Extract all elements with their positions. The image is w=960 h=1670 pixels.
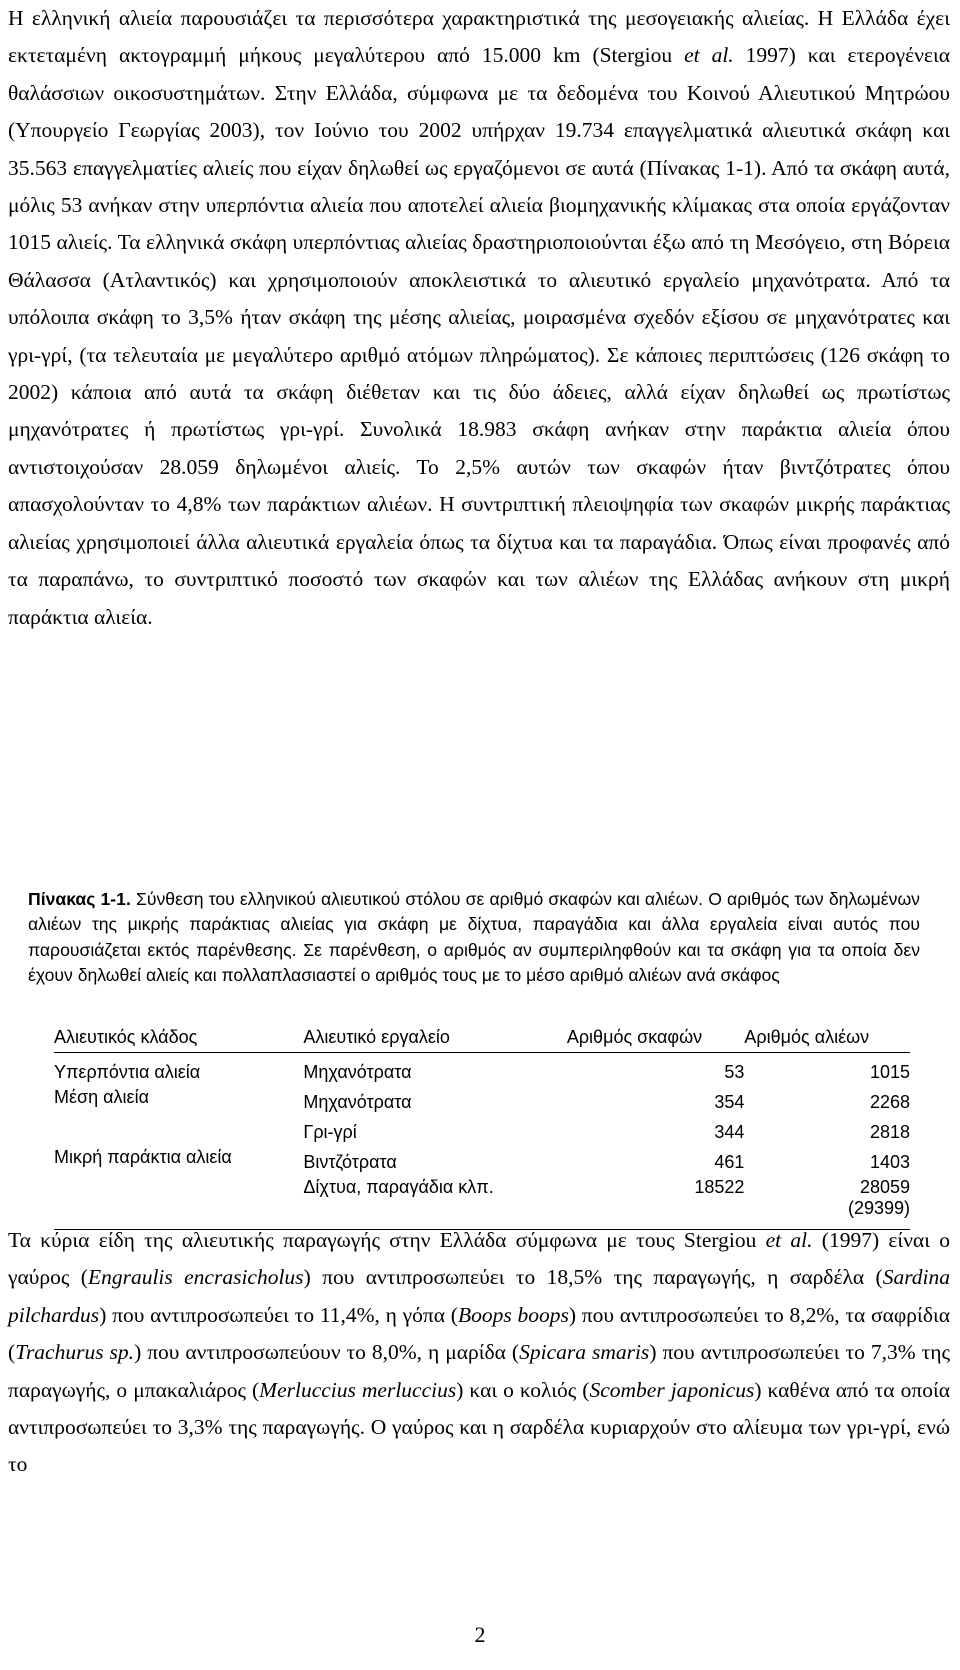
species-name: Scomber japonicus <box>589 1377 755 1402</box>
text-run: ) που αντιπροσωπεύει το 8,2%, τα σαφρίδια ( <box>8 1302 950 1365</box>
cell-fishers: 1015 <box>869 1061 910 1082</box>
cell-gear: Δίχτυα, παραγάδια κλπ. <box>303 1177 494 1197</box>
table-row <box>54 1053 910 1088</box>
header-sector: Αλιευτικός κλάδος <box>54 1022 303 1053</box>
species-name: Boops boops <box>457 1302 569 1327</box>
text-run: ) που αντιπροσωπεύει το 11,4%, η γόπα ( <box>99 1302 458 1327</box>
species-name: Merluccius merluccius <box>259 1377 457 1402</box>
cell-vessels: 53 <box>724 1061 745 1082</box>
cell-gear: Γρι-γρί <box>303 1121 357 1142</box>
cell-vessels: 18522 <box>694 1177 745 1197</box>
cell-vessels: 354 <box>714 1091 745 1112</box>
table-row <box>54 1087 910 1117</box>
caption-label: Πίνακας 1-1. <box>28 889 131 909</box>
table-row <box>54 1147 910 1177</box>
text-run: ) που αντιπροσωπεύει το 18,5% της παραγωγής, η σαρδέλα ( <box>303 1265 883 1290</box>
paragraph-main-species <box>8 1222 950 1484</box>
table-header-row <box>54 1022 910 1053</box>
text-run: Τα κύρια είδη της αλιευτικής παραγωγής στην Ελλάδα σύμφωνα με τους Stergiou <box>8 1228 766 1252</box>
fishers-value: 28059 <box>859 1177 910 1197</box>
page <box>8 0 950 636</box>
italic-run: et al. <box>684 43 734 68</box>
fishers-extra-value: (29399) <box>847 1198 910 1218</box>
header-fishers: Αριθμός αλιέων <box>744 1022 910 1053</box>
cell-vessels: 461 <box>714 1151 745 1172</box>
fleet-table <box>54 1022 910 1230</box>
species-name: Trachurus sp. <box>15 1340 135 1365</box>
text-run: (1997) είναι ο γαύρος ( <box>8 1228 950 1290</box>
text-run: ) που αντιπροσωπεύει το 7,3% της παραγωγής, ο μπακαλιάρος ( <box>8 1340 950 1402</box>
italic-run: et al. <box>765 1228 813 1252</box>
cell-sector <box>54 1117 303 1147</box>
cell-sector: Μικρή παράκτια αλιεία <box>54 1147 232 1167</box>
text-run: ) που αντιπροσωπεύουν το 8,0%, η μαρίδα ( <box>134 1340 520 1365</box>
header-gear: Αλιευτικό εργαλείο <box>303 1022 564 1053</box>
species-name: Spicara smaris <box>519 1340 650 1365</box>
text-run: ) και ο κολιός ( <box>456 1377 590 1402</box>
paragraph-fleet-overview <box>8 0 950 636</box>
header-vessels: Αριθμός σκαφών <box>565 1022 745 1053</box>
cell-fishers: 1403 <box>869 1151 910 1172</box>
text-run: Η ελληνική αλιεία παρουσιάζει τα περισσότερα χαρακτηριστικά της μεσογειακής αλιείας. Η Ελλάδα έχει εκτεταμένη ακτογραμμή μήκους μεγαλύτερου από 15.000 km (Stergiou <box>8 6 950 68</box>
cell-gear: Βιντζότρατα <box>303 1151 397 1172</box>
cell-gear: Μηχανότρατα <box>303 1091 412 1112</box>
cell-sector: Υπερπόντια αλιεία <box>54 1061 201 1082</box>
page-number: 2 <box>474 1622 486 1647</box>
species-name: Engraulis encrasicholus <box>87 1265 304 1290</box>
cell-vessels: 344 <box>714 1121 745 1142</box>
cell-gear: Μηχανότρατα <box>303 1061 412 1082</box>
text-run: ) καθένα από τα οποία αντιπροσωπεύει το 3,3% της παραγωγής. Ο γαύρος και η σαρδέλα κυριαρχούν στο αλίευμα των γρι-γρί, ενώ το <box>8 1377 950 1477</box>
cell-sector: Μέση αλιεία <box>54 1087 149 1107</box>
table-row <box>54 1117 910 1147</box>
text-run: 1997) και ετερογένεια θαλάσσιων οικοσυστημάτων. Στην Ελλάδα, σύμφωνα με τα δεδομένα του Κοινού Αλιευτικού Μητρώου (Υπουργείο Γεωργίας 2003), τον Ιούνιο του 2002 υπήρχαν 19.734 επαγγελματικά αλιευτικά σκάφη και 35.563 επαγγελματίες αλιείς που είχαν δηλωθεί ως εργαζόμενοι σε αυτά (Πίνακας 1-1). Από τα σκάφη αυτά, μόλις 53 ανήκαν στην υπερπόντια αλιεία που αποτελεί αλιεία βιομηχανικής κλίμακας στα οποία εργάζονταν 1015 αλιείς. Τα ελληνικά σκάφη υπερπόντιας αλιείας δραστηριοποιούνται έξω από τη Μεσόγειο, στη Βόρεια Θάλασσα (Ατλαντικός) και χρησιμοποιούν αποκλειστικά το αλιευτικό εργαλείο μηχανότρατα. Από τα υπόλοιπα σκάφη το 3,5% ήταν σκάφη της μέσης αλιείας, μοιρασμένα σχεδόν εξίσου σε μηχανότρατες και γρι-γρί, (τα τελευταία με μεγαλύτερο αριθμό ατόμων πληρώματος). Σε κάποιες περιπτώσεις (126 σκάφη το 2002) κάποια από αυτά τα σκάφη διέθεταν και τις δύο άδειες, αλλά είχαν δηλωθεί ως πρωτίστως μηχανότρατες ή πρωτίστως γρι-γρί. Συνολικά 18.983 σκάφη ανήκαν στην παράκτια αλιεία όπου αντιστοιχούσαν 28.059 δηλωμένοι αλιείς. Το 2,5% αυτών των σκαφών ήταν βιντζότρατες όπου απασχολούνταν το 4,8% των παράκτιων αλιέων. Η συντριπτική πλειοψηφία των σκαφών μικρής παράκτιας αλιείας χρησιμοποιεί άλλα αλιευτικά εργαλεία όπως τα δίχτυα και τα παραγάδια. Όπως είναι προφανές από τα παραπάνω, το συντριπτικό ποσοστό των σκαφών και των αλιέων της Ελλάδας ανήκουν στη μικρή παράκτια αλιεία. <box>8 43 950 629</box>
cell-fishers: 2268 <box>869 1091 910 1112</box>
caption-text: Σύνθεση του ελληνικού αλιευτικού στόλου σε αριθμό σκαφών και αλιέων. Ο αριθμός των δηλωμένων αλιέων της μικρής παράκτιας αλιείας για σκάφη με δίχτυα, παραγάδια και άλλα εργαλεία είναι αυτός που παρουσιάζεται εκτός παρένθεσης. Σε παρένθεση, ο αριθμός αν συμπεριληφθούν και τα σκάφη για τα οποία δεν έχουν δηλωθεί αλιείς και πολλαπλασιαστεί ο αριθμός τους με το μέσο αριθμό αλιέων ανά σκάφος <box>28 889 920 986</box>
species-name: Sardina pilchardus <box>8 1265 950 1327</box>
cell-fishers: 2818 <box>869 1121 910 1142</box>
table-caption <box>28 887 920 989</box>
